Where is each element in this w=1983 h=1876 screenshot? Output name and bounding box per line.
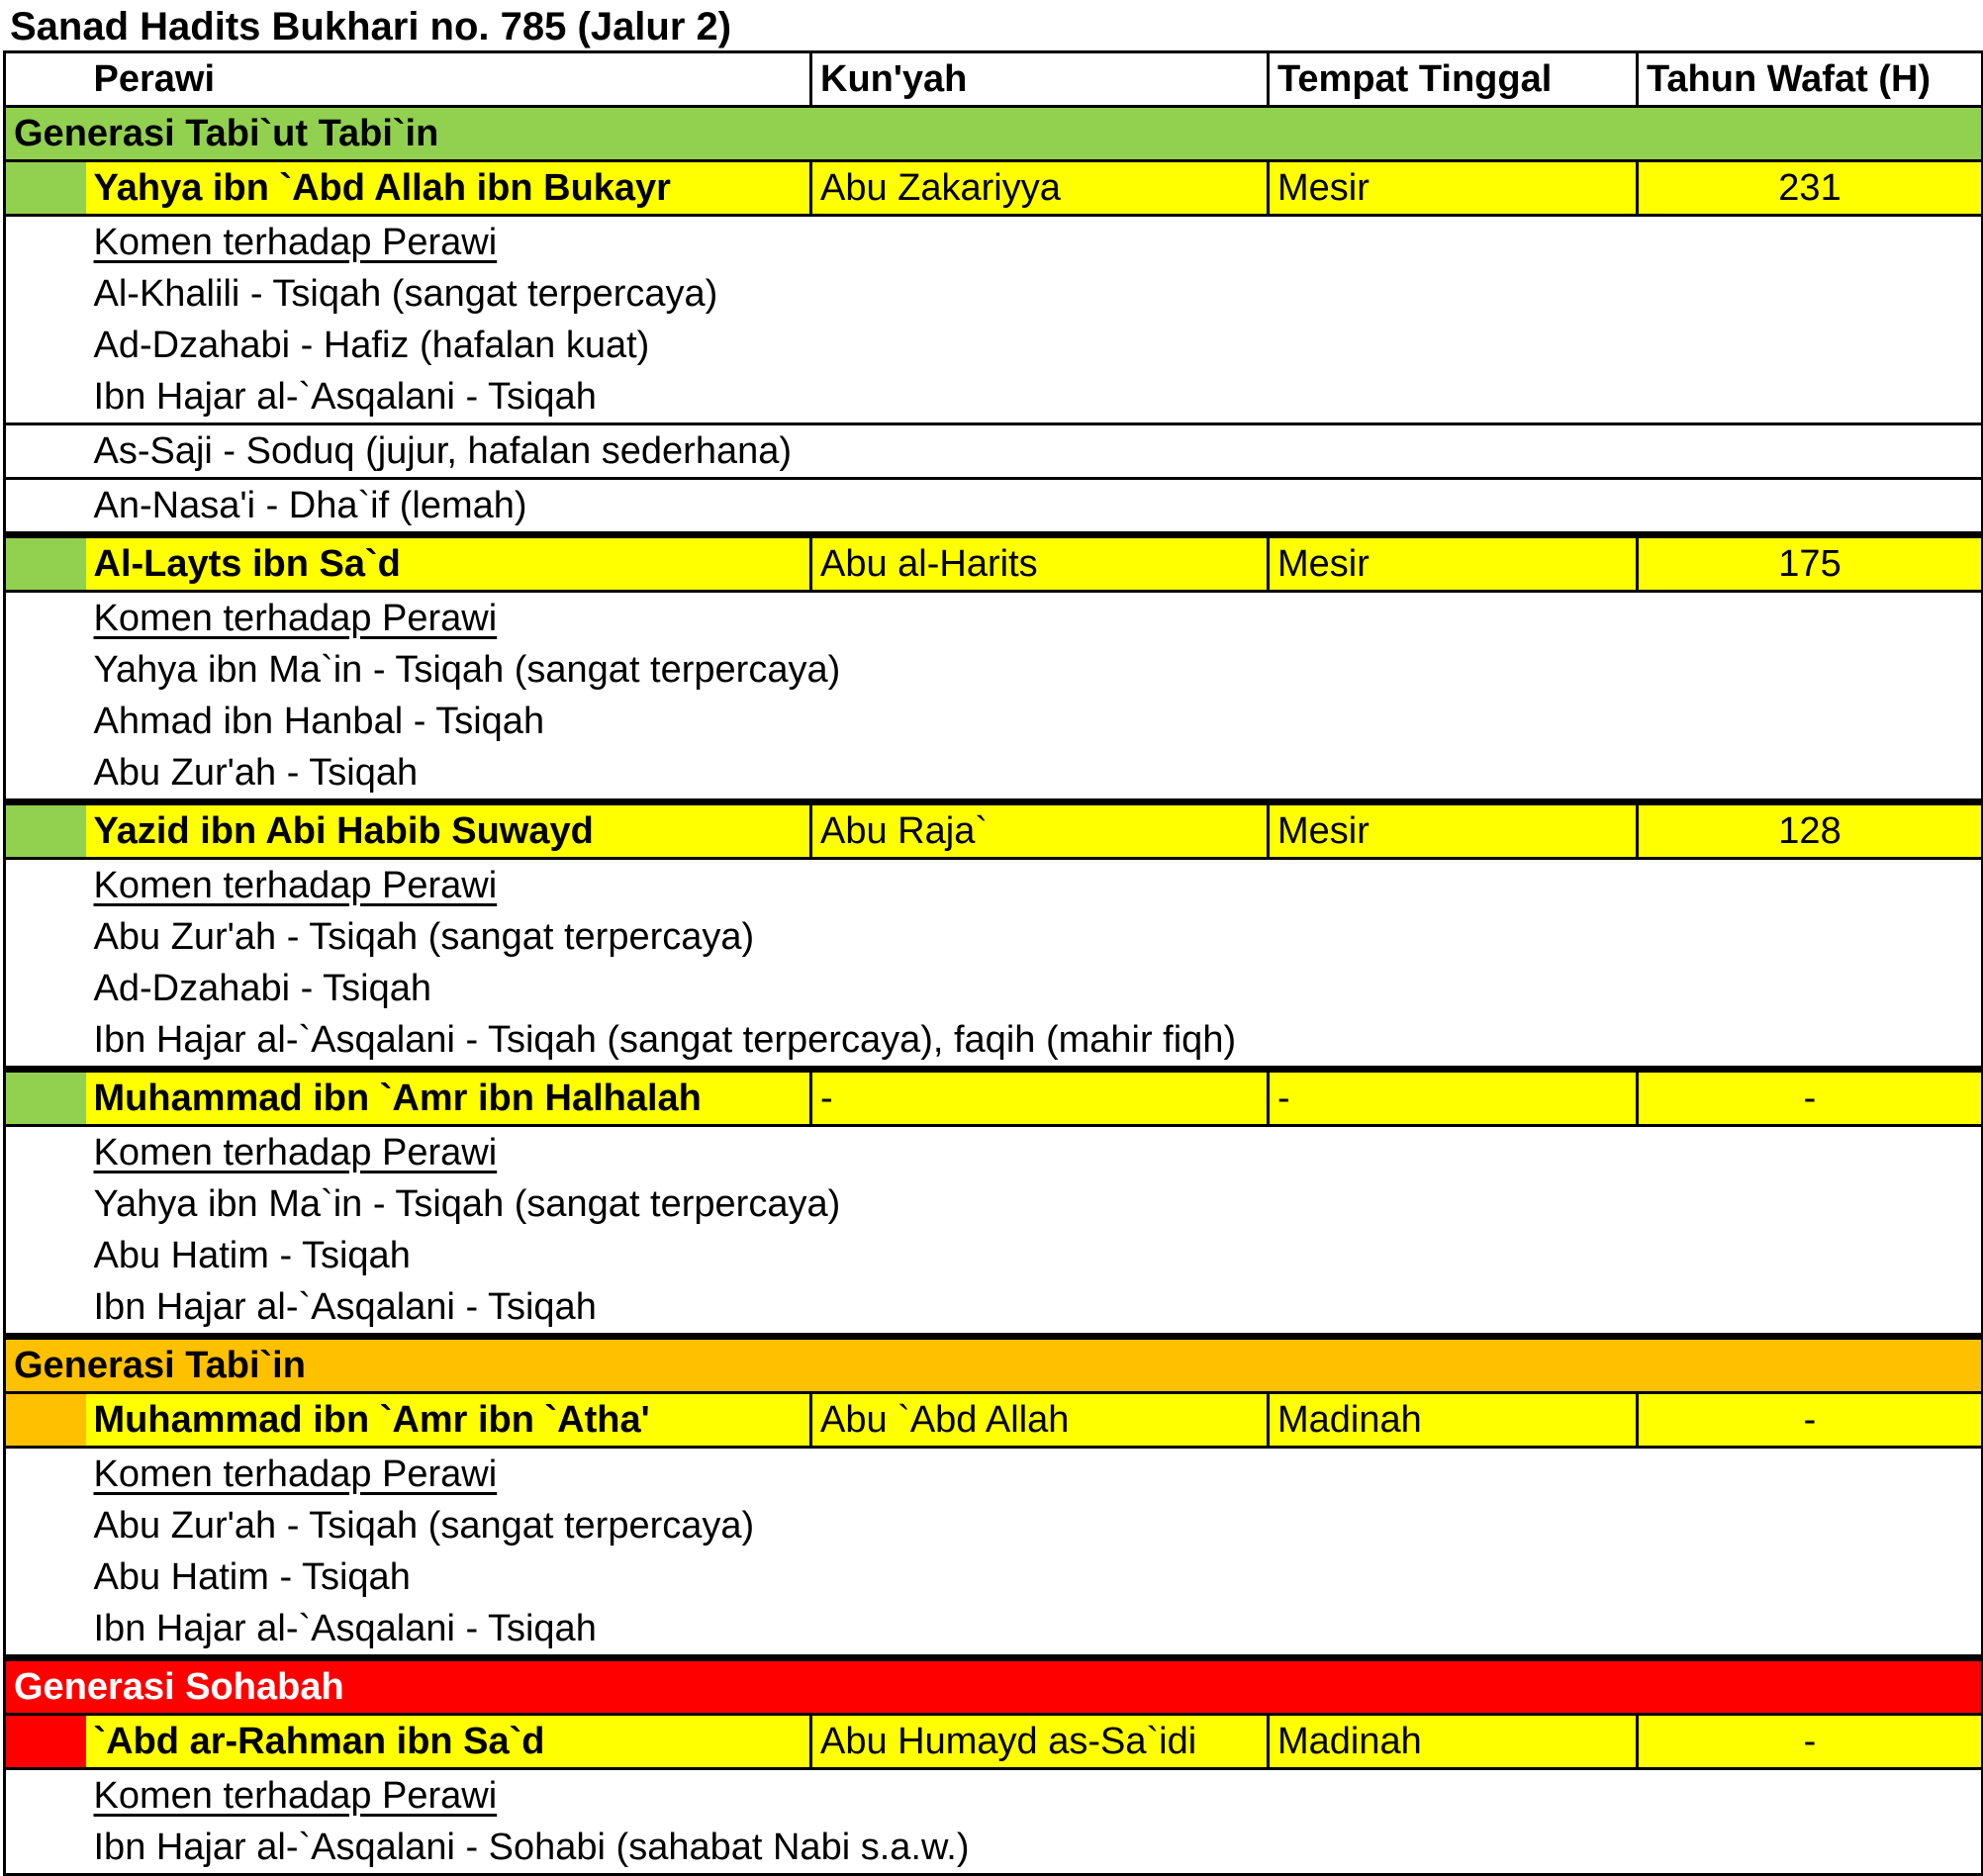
comment-text: Abu Zur'ah - Tsiqah (sangat terpercaya) xyxy=(86,1500,1983,1551)
comment-heading: Komen terhadap Perawi xyxy=(93,1132,498,1173)
comment-row xyxy=(5,424,1983,479)
comment-indent xyxy=(5,963,86,1014)
narrator-tahun-wafat: 128 xyxy=(1638,802,1983,859)
narrator-name: Yahya ibn `Abd Allah ibn Bukayr xyxy=(86,161,811,216)
comment-indent xyxy=(5,424,86,479)
comment-row xyxy=(5,644,1983,696)
generation-color-marker xyxy=(5,1070,86,1126)
narrator-kunyah: Abu Raja` xyxy=(811,802,1269,859)
generation-row xyxy=(5,1337,1983,1393)
narrator-kunyah: Abu al-Harits xyxy=(811,535,1269,592)
comment-indent xyxy=(5,592,86,645)
header-kunyah: Kun'yah xyxy=(811,52,1269,107)
generation-row xyxy=(5,107,1983,161)
comment-text: Ibn Hajar al-`Asqalani - Tsiqah xyxy=(86,1603,1983,1658)
header-tahun-wafat: Tahun Wafat (H) xyxy=(1638,52,1983,107)
comment-row xyxy=(5,1014,1983,1070)
comment-row xyxy=(5,1500,1983,1551)
generation-color-marker xyxy=(5,1393,86,1448)
comment-indent xyxy=(5,371,86,424)
narrator-tahun-wafat: - xyxy=(1638,1715,1983,1769)
narrator-kunyah: Abu Humayd as-Sa`idi xyxy=(811,1715,1269,1769)
comment-row xyxy=(5,696,1983,747)
comment-text: Ad-Dzahabi - Tsiqah xyxy=(86,963,1983,1014)
narrator-tahun-wafat: 175 xyxy=(1638,535,1983,592)
comment-indent xyxy=(5,216,86,269)
narrator-tempat-tinggal: Mesir xyxy=(1269,535,1638,592)
comment-indent xyxy=(5,1126,86,1179)
comment-indent xyxy=(5,1822,86,1875)
comment-text: Ibn Hajar al-`Asqalani - Tsiqah (sangat terpercaya), faqih (mahir fiqh) xyxy=(86,1014,1983,1070)
comment-indent xyxy=(5,1603,86,1658)
narrator-row xyxy=(5,535,1983,592)
comment-heading-row xyxy=(5,1448,1983,1501)
header-tempat-tinggal: Tempat Tinggal xyxy=(1269,52,1638,107)
comment-heading-cell xyxy=(86,1126,1983,1179)
comment-text: Yahya ibn Ma`in - Tsiqah (sangat terpercaya) xyxy=(86,644,1983,696)
comment-row xyxy=(5,1230,1983,1281)
comment-text: Abu Zur'ah - Tsiqah (sangat terpercaya) xyxy=(86,911,1983,963)
comment-heading-cell xyxy=(86,216,1983,269)
comment-indent xyxy=(5,1500,86,1551)
comment-heading-row xyxy=(5,216,1983,269)
narrator-tempat-tinggal: Mesir xyxy=(1269,161,1638,216)
comment-row xyxy=(5,320,1983,371)
comment-indent xyxy=(5,696,86,747)
comment-heading-row xyxy=(5,592,1983,645)
comment-row xyxy=(5,1281,1983,1337)
generation-color-marker xyxy=(5,1715,86,1769)
comment-text: Ibn Hajar al-`Asqalani - Tsiqah xyxy=(86,1281,1983,1337)
sanad-table-body xyxy=(5,52,1983,1875)
narrator-name: `Abd ar-Rahman ibn Sa`d xyxy=(86,1715,811,1769)
comment-indent xyxy=(5,320,86,371)
comment-indent xyxy=(5,268,86,320)
comment-heading-cell xyxy=(86,859,1983,912)
comment-text: An-Nasa'i - Dha`if (lemah) xyxy=(86,479,1983,535)
narrator-kunyah: Abu Zakariyya xyxy=(811,161,1269,216)
comment-text: Ibn Hajar al-`Asqalani - Tsiqah xyxy=(86,371,1983,424)
comment-row xyxy=(5,1822,1983,1875)
generation-color-marker xyxy=(5,161,86,216)
narrator-tempat-tinggal: - xyxy=(1269,1070,1638,1126)
comment-heading-row xyxy=(5,1126,1983,1179)
narrator-tahun-wafat: - xyxy=(1638,1070,1983,1126)
comment-indent xyxy=(5,911,86,963)
header-perawi: Perawi xyxy=(86,52,811,107)
comment-heading: Komen terhadap Perawi xyxy=(93,598,498,639)
narrator-row xyxy=(5,1393,1983,1448)
comment-row xyxy=(5,747,1983,802)
narrator-name: Yazid ibn Abi Habib Suwayd xyxy=(86,802,811,859)
comment-indent xyxy=(5,747,86,802)
comment-heading: Komen terhadap Perawi xyxy=(93,1454,498,1495)
narrator-row xyxy=(5,1070,1983,1126)
comment-heading: Komen terhadap Perawi xyxy=(93,222,498,263)
comment-indent xyxy=(5,1014,86,1070)
sheet-title: Sanad Hadits Bukhari no. 785 (Jalur 2) xyxy=(10,5,732,48)
comment-text: Yahya ibn Ma`in - Tsiqah (sangat terpercaya) xyxy=(86,1178,1983,1230)
comment-indent xyxy=(5,1230,86,1281)
narrator-row xyxy=(5,161,1983,216)
narrator-name: Muhammad ibn `Amr ibn Halhalah xyxy=(86,1070,811,1126)
comment-row xyxy=(5,268,1983,320)
generation-row xyxy=(5,1658,1983,1715)
narrator-tahun-wafat: 231 xyxy=(1638,161,1983,216)
narrator-tahun-wafat: - xyxy=(1638,1393,1983,1448)
comment-row xyxy=(5,1178,1983,1230)
comment-text: Abu Hatim - Tsiqah xyxy=(86,1551,1983,1603)
comment-row xyxy=(5,1551,1983,1603)
narrator-kunyah: - xyxy=(811,1070,1269,1126)
comment-indent xyxy=(5,1448,86,1501)
comment-heading-cell xyxy=(86,592,1983,645)
narrator-kunyah: Abu `Abd Allah xyxy=(811,1393,1269,1448)
comment-text: Al-Khalili - Tsiqah (sangat terpercaya) xyxy=(86,268,1983,320)
comment-text: Abu Zur'ah - Tsiqah xyxy=(86,747,1983,802)
generation-color-marker xyxy=(5,535,86,592)
narrator-tempat-tinggal: Madinah xyxy=(1269,1393,1638,1448)
comment-indent xyxy=(5,859,86,912)
comment-heading-row xyxy=(5,1769,1983,1823)
sanad-table xyxy=(3,50,1983,1876)
narrator-name: Al-Layts ibn Sa`d xyxy=(86,535,811,592)
comment-text: Abu Hatim - Tsiqah xyxy=(86,1230,1983,1281)
generation-color-marker xyxy=(5,802,86,859)
narrator-tempat-tinggal: Madinah xyxy=(1269,1715,1638,1769)
comment-heading: Komen terhadap Perawi xyxy=(93,865,498,906)
header-spacer xyxy=(5,52,86,107)
comment-row xyxy=(5,479,1983,535)
generation-label: Generasi Tabi`ut Tabi`in xyxy=(5,107,1983,161)
comment-heading-cell xyxy=(86,1448,1983,1501)
narrator-row xyxy=(5,1715,1983,1769)
generation-label: Generasi Sohabah xyxy=(5,1658,1983,1715)
comment-indent xyxy=(5,1178,86,1230)
narrator-row xyxy=(5,802,1983,859)
comment-heading-row xyxy=(5,859,1983,912)
header-row xyxy=(5,52,1983,107)
comment-indent xyxy=(5,1281,86,1337)
comment-heading-cell xyxy=(86,1769,1983,1823)
comment-text: Ahmad ibn Hanbal - Tsiqah xyxy=(86,696,1983,747)
comment-row xyxy=(5,963,1983,1014)
narrator-tempat-tinggal: Mesir xyxy=(1269,802,1638,859)
comment-indent xyxy=(5,1551,86,1603)
comment-indent xyxy=(5,644,86,696)
comment-text: Ibn Hajar al-`Asqalani - Sohabi (sahabat Nabi s.a.w.) xyxy=(86,1822,1983,1875)
comment-indent xyxy=(5,1769,86,1823)
comment-row xyxy=(5,1603,1983,1658)
comment-row xyxy=(5,911,1983,963)
comment-indent xyxy=(5,479,86,535)
comment-text: Ad-Dzahabi - Hafiz (hafalan kuat) xyxy=(86,320,1983,371)
generation-label: Generasi Tabi`in xyxy=(5,1337,1983,1393)
narrator-name: Muhammad ibn `Amr ibn `Atha' xyxy=(86,1393,811,1448)
comment-row xyxy=(5,371,1983,424)
comment-heading: Komen terhadap Perawi xyxy=(93,1775,498,1817)
comment-text: As-Saji - Soduq (jujur, hafalan sederhana) xyxy=(86,424,1983,479)
